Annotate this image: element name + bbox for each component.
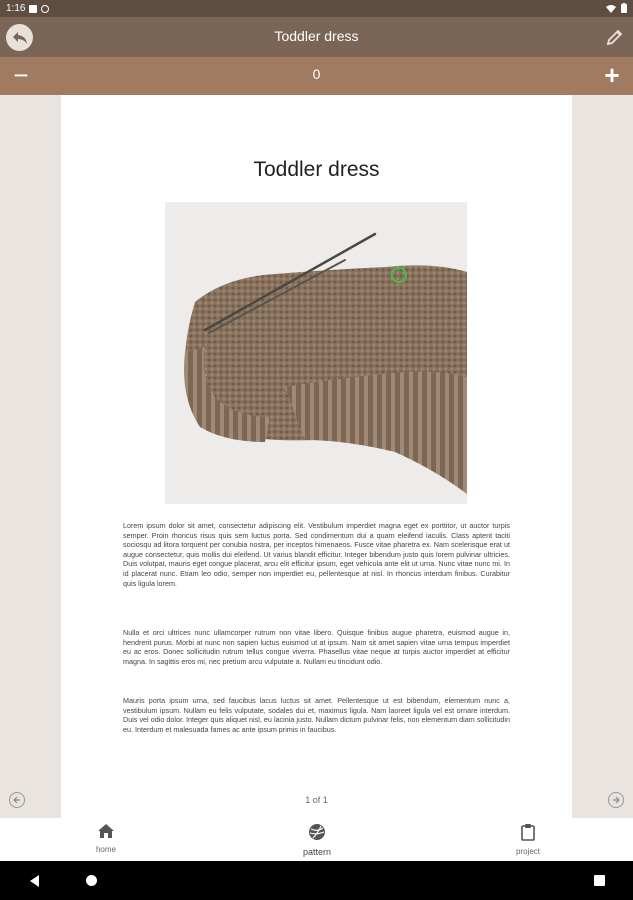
system-back-icon[interactable] [30,875,39,887]
sync-icon [41,5,49,13]
status-icons [606,3,627,13]
nav-project-tab[interactable] [498,823,558,856]
nav-pattern-label: pattern [302,847,332,857]
nav-pattern-tab[interactable] [287,823,347,857]
paragraph-1: Lorem ipsum dolor sit amet, consectetur adipiscing elit. Vestibulum imperdiet magna eget ex porttitor, ut auctor turpis semper. Proin rhoncus risus quis sem luctus porta. Sed condimentum dui a quam eleifend iaculis. Class aptent taciti sociosqu ad litora torquent per conubia nostra, per inceptos himenaeos. Fusce vitae pharetra ex. Nam scelerisque erat ut augue consectetur, quis mollis dui eleifend. Ut varius blandit efficitur. Integer bibendum justo quis lorem pulvinar ultricies. Duis volutpat, mauris eget congue placerat, arcu elit efficitur ipsum, eget vehicula ante elit ut urna. Nunc vitae nunc mi. In id placerat nunc. Etiam leo odio, semper non imperdiet eu, pellentesque at nisl. In rhoncus interdum finibus. Curabitur quis ligula lorem. [123,521,510,588]
paragraph-3: Mauris porta ipsum urna, sed faucibus lacus luctus sit amet. Pellentesque ut est bibendum, elementum nunc a, vestibulum ipsum. Nullam eu felis vulputate, sodales dui et, maximus ligula. Nam laoreet ligula vel est ornare interdum. Duis vel odio dolor. Integer quis aliquet nisl, eu lacinia justo. Nullam dictum pulvinar felis, non elementum diam sollicitudin eu. Interdum et malesuada fames ac ante ipsum primis in faucibus. [123,696,510,734]
arrow-left-icon [12,795,22,805]
wifi-icon [606,4,616,13]
paragraph-2: Nulla et orci ultrices nunc ullamcorper rutrum non vitae libero. Quisque finibus augue pharetra, euismod augue in, hendrerit purus. Morbi at nunc non sapien luctus euismod ut at ipsum. Nam sit amet sapien vitae urna tempus imperdiet eu ac eros. Donec sollicitudin rutrum tellus congue viverra. Phasellus vitae neque at turpis auctor imperdiet at efficitur magna. In sagittis eros mi, nec pretium arcu vulputate a. Nullam eu tincidunt odio. [123,628,510,666]
edit-button[interactable] [605,27,625,47]
row-counter-bar [0,57,633,95]
clipboard-icon [520,823,536,841]
increment-button[interactable]: + [604,60,620,90]
bottom-navigation [0,818,633,861]
home-icon [97,823,115,839]
battery-icon [621,3,627,13]
app-bar [0,17,633,57]
counter-value: 0 [312,66,321,82]
status-time: 1:16 [6,3,26,14]
system-home-icon[interactable] [86,875,97,886]
status-bar [0,0,633,17]
knitting-photo [165,202,467,504]
previous-page-button[interactable] [9,792,25,808]
next-page-button[interactable] [608,792,624,808]
nav-home-tab[interactable] [76,823,136,854]
yarn-ball-icon [308,823,326,841]
system-navigation-bar [0,861,633,900]
pencil-icon [605,27,625,47]
arrow-right-icon [611,795,621,805]
sd-card-icon [29,5,37,13]
nav-home-label: home [95,845,116,854]
system-recents-icon[interactable] [594,875,605,886]
decrement-button[interactable]: − [13,60,29,90]
app-title: Toddler dress [274,28,359,44]
nav-project-label: project [515,847,540,856]
pattern-page[interactable] [61,95,572,818]
page-indicator: 1 of 1 [305,795,328,805]
document-title: Toddler dress [253,158,380,181]
